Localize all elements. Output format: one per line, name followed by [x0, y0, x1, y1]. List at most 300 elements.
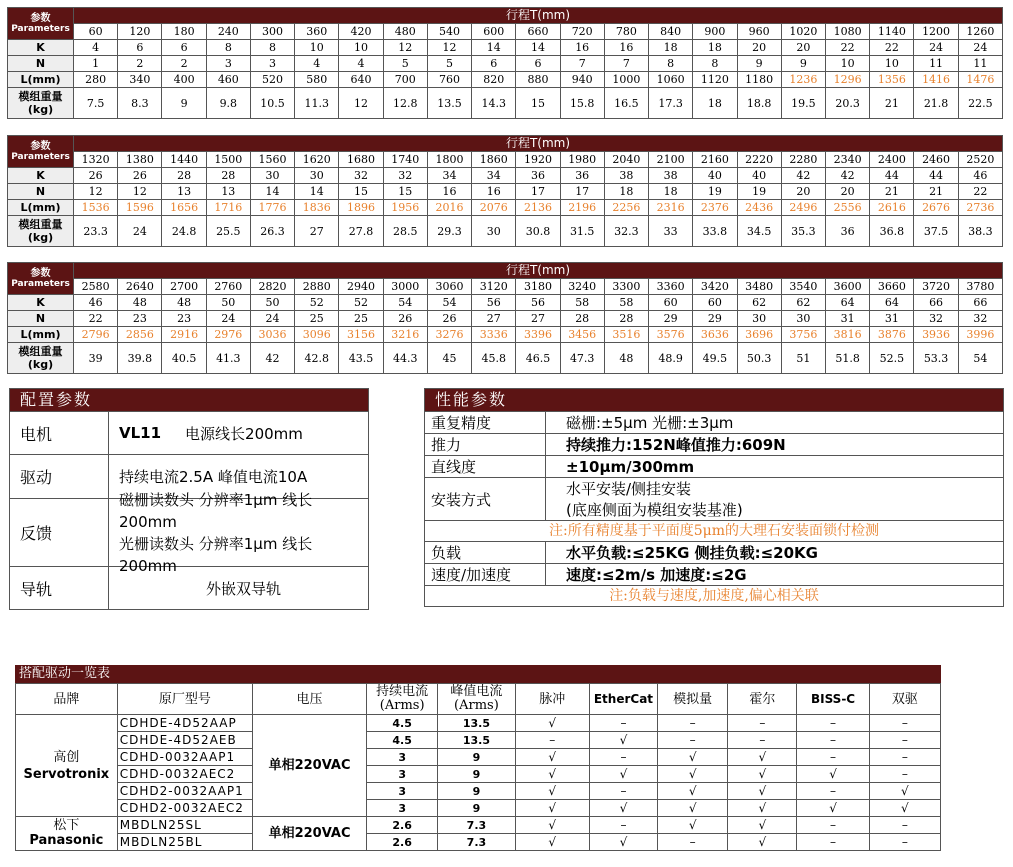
param-label-cn: 参数 — [30, 140, 51, 152]
driver-value: 持续电流2.5A 峰值电流10A — [119, 468, 308, 486]
travel-cell: 2760 — [206, 279, 250, 295]
mass-cell: 43.5 — [339, 343, 383, 374]
travel-cell: 1080 — [825, 24, 869, 40]
n-cell: 20 — [825, 184, 869, 200]
l-cell: 760 — [427, 72, 471, 88]
travel-label: 行程T(mm) — [74, 263, 1003, 279]
motor-cable: 电源线长200mm — [185, 424, 303, 443]
l-cell: 2136 — [516, 200, 560, 216]
support-flag-cell: √ — [728, 783, 797, 800]
mass-cell: 13.5 — [427, 88, 471, 119]
n-cell: 17 — [516, 184, 560, 200]
brand2-en: Panasonic — [29, 833, 104, 848]
support-flag-cell: – — [797, 817, 869, 834]
k-cell: 44 — [870, 168, 914, 184]
l-cell: 1120 — [693, 72, 737, 88]
cont-current-cell: 3 — [367, 800, 438, 817]
travel-cell: 1560 — [250, 152, 294, 168]
n-cell: 7 — [560, 56, 604, 72]
driver-list-title: 搭配驱动一览表 — [15, 665, 941, 683]
n-cell: 3 — [206, 56, 250, 72]
feedback-line-optical: 光栅读数头 分辨率1μm 线长200mm — [119, 534, 313, 575]
n-cell: 16 — [472, 184, 516, 200]
config-row-feedback — [10, 490, 368, 575]
support-flag-cell: – — [589, 749, 657, 766]
support-flag-cell: √ — [515, 783, 589, 800]
l-cell: 340 — [118, 72, 162, 88]
k-cell: 14 — [472, 40, 516, 56]
mass-cell: 35.3 — [781, 216, 825, 247]
model-cell: CDHDE-4D52AEB — [117, 732, 252, 749]
l-cell: 2376 — [693, 200, 737, 216]
n-cell: 11 — [914, 56, 958, 72]
n-cell: 8 — [649, 56, 693, 72]
load-value: 水平负载:≤25KG 侧挂负载:≤20KG — [566, 544, 818, 562]
driver-row — [16, 749, 941, 766]
support-flag-cell: √ — [869, 783, 940, 800]
mass-cell: 47.3 — [560, 343, 604, 374]
travel-cell: 3000 — [383, 279, 427, 295]
k-cell: 26 — [74, 168, 118, 184]
driver-row — [16, 817, 941, 834]
k-cell: 36 — [560, 168, 604, 184]
param-header — [8, 136, 74, 168]
support-flag-cell: – — [728, 732, 797, 749]
travel-cell: 1500 — [206, 152, 250, 168]
brand-panasonic — [16, 817, 118, 851]
row-label-k: K — [8, 40, 74, 56]
travel-cell: 3240 — [560, 279, 604, 295]
support-flag-cell: – — [797, 732, 869, 749]
n-cell: 20 — [781, 184, 825, 200]
mass-cell: 27.8 — [339, 216, 383, 247]
n-cell: 22 — [74, 311, 118, 327]
n-cell: 6 — [472, 56, 516, 72]
mass-cell: 15.8 — [560, 88, 604, 119]
k-cell: 52 — [339, 295, 383, 311]
l-cell: 640 — [339, 72, 383, 88]
travel-label: 行程T(mm) — [74, 8, 1003, 24]
l-cell: 1956 — [383, 200, 427, 216]
mass-cell: 12.8 — [383, 88, 427, 119]
speed-label: 速度/加速度 — [425, 564, 546, 585]
l-cell: 1836 — [295, 200, 339, 216]
l-cell: 1536 — [74, 200, 118, 216]
n-cell: 5 — [383, 56, 427, 72]
header-model: 原厂型号 — [117, 684, 252, 715]
driver-row — [16, 732, 941, 749]
k-cell: 44 — [914, 168, 958, 184]
l-cell: 700 — [383, 72, 427, 88]
driver-table — [15, 683, 941, 851]
mass-cell: 37.5 — [914, 216, 958, 247]
travel-cell: 1980 — [560, 152, 604, 168]
k-cell: 62 — [737, 295, 781, 311]
driver-row — [16, 800, 941, 817]
l-cell: 2016 — [427, 200, 471, 216]
l-cell: 3396 — [516, 327, 560, 343]
l-cell: 2616 — [870, 200, 914, 216]
travel-cell: 2400 — [870, 152, 914, 168]
l-cell: 2976 — [206, 327, 250, 343]
travel-cell: 1740 — [383, 152, 427, 168]
l-cell: 820 — [472, 72, 516, 88]
l-cell: 1060 — [649, 72, 693, 88]
support-flag-cell: – — [658, 834, 728, 851]
driver-label: 驱动 — [10, 455, 109, 498]
travel-cell: 2940 — [339, 279, 383, 295]
support-flag-cell: – — [869, 749, 940, 766]
n-cell: 23 — [118, 311, 162, 327]
l-cell: 3096 — [295, 327, 339, 343]
k-cell: 8 — [250, 40, 294, 56]
rail-label: 导轨 — [10, 567, 109, 609]
travel-cell: 2700 — [162, 279, 206, 295]
n-cell: 19 — [693, 184, 737, 200]
n-cell: 28 — [560, 311, 604, 327]
k-cell: 18 — [693, 40, 737, 56]
k-cell: 20 — [781, 40, 825, 56]
peak-current-cell: 9 — [438, 783, 515, 800]
l-cell: 1716 — [206, 200, 250, 216]
support-flag-cell: √ — [658, 766, 728, 783]
driver-row — [16, 715, 941, 732]
support-flag-cell: – — [797, 834, 869, 851]
travel-cell: 720 — [560, 24, 604, 40]
k-cell: 54 — [427, 295, 471, 311]
l-cell: 1000 — [604, 72, 648, 88]
support-flag-cell: √ — [515, 817, 589, 834]
n-cell: 23 — [162, 311, 206, 327]
mass-cell: 36.8 — [870, 216, 914, 247]
row-label-mass — [8, 88, 74, 119]
travel-cell: 660 — [516, 24, 560, 40]
l-cell: 2256 — [604, 200, 648, 216]
n-cell: 14 — [250, 184, 294, 200]
mass-label: 模组重量 — [18, 218, 63, 231]
l-cell: 1416 — [914, 72, 958, 88]
support-flag-cell: – — [589, 817, 657, 834]
travel-cell: 3420 — [693, 279, 737, 295]
k-cell: 30 — [250, 168, 294, 184]
mass-cell: 39 — [74, 343, 118, 374]
k-cell: 64 — [870, 295, 914, 311]
cont-current-cell: 4.5 — [367, 715, 438, 732]
mass-cell: 28.5 — [383, 216, 427, 247]
travel-cell: 1320 — [74, 152, 118, 168]
travel-cell: 2820 — [250, 279, 294, 295]
mass-cell: 24 — [118, 216, 162, 247]
support-flag-cell: √ — [869, 800, 940, 817]
support-flag-cell: – — [797, 783, 869, 800]
k-cell: 36 — [516, 168, 560, 184]
l-cell: 2676 — [914, 200, 958, 216]
k-cell: 32 — [339, 168, 383, 184]
brand-servotronix — [16, 715, 118, 817]
k-cell: 4 — [74, 40, 118, 56]
perf-row-mount — [425, 477, 1003, 520]
k-cell: 14 — [516, 40, 560, 56]
k-cell: 66 — [958, 295, 1002, 311]
brand1-cn: 高创 — [53, 749, 80, 765]
cont-current-cell: 3 — [367, 749, 438, 766]
perf-row-load — [425, 541, 1003, 563]
k-cell: 6 — [118, 40, 162, 56]
k-cell: 58 — [604, 295, 648, 311]
n-cell: 9 — [737, 56, 781, 72]
mass-cell: 52.5 — [870, 343, 914, 374]
l-cell: 2916 — [162, 327, 206, 343]
support-flag-cell: – — [869, 766, 940, 783]
n-cell: 32 — [914, 311, 958, 327]
travel-cell: 1020 — [781, 24, 825, 40]
row-label-l: L(mm) — [8, 72, 74, 88]
n-cell: 21 — [870, 184, 914, 200]
header-dual-drive: 双驱 — [869, 684, 940, 715]
driver-list — [15, 665, 941, 851]
l-cell: 1656 — [162, 200, 206, 216]
support-flag-cell: √ — [515, 834, 589, 851]
k-cell: 48 — [162, 295, 206, 311]
header-peak-current-label: 峰值电流 — [450, 684, 503, 699]
n-cell: 15 — [383, 184, 427, 200]
peak-current-cell: 9 — [438, 749, 515, 766]
straight-label: 直线度 — [425, 456, 546, 477]
header-peak-current-unit: (Arms) — [454, 698, 499, 713]
l-cell: 3516 — [604, 327, 648, 343]
support-flag-cell: – — [728, 715, 797, 732]
travel-cell: 1380 — [118, 152, 162, 168]
header-brand: 品牌 — [16, 684, 118, 715]
k-cell: 10 — [295, 40, 339, 56]
n-cell: 9 — [781, 56, 825, 72]
header-cont-current — [367, 684, 438, 715]
mass-cell: 10.5 — [250, 88, 294, 119]
mass-cell: 12 — [339, 88, 383, 119]
n-cell: 18 — [649, 184, 693, 200]
n-cell: 2 — [162, 56, 206, 72]
n-cell: 11 — [958, 56, 1002, 72]
n-cell: 18 — [604, 184, 648, 200]
travel-cell: 780 — [604, 24, 648, 40]
mount-value — [546, 478, 1003, 520]
l-cell: 2736 — [958, 200, 1002, 216]
n-cell: 17 — [560, 184, 604, 200]
mass-unit: (kg) — [27, 231, 54, 244]
mass-unit: (kg) — [27, 103, 54, 116]
param-label-en: Parameters — [11, 278, 70, 289]
mass-cell: 54 — [958, 343, 1002, 374]
row-label-n: N — [8, 56, 74, 72]
mass-cell: 31.5 — [560, 216, 604, 247]
travel-cell: 120 — [118, 24, 162, 40]
l-cell: 580 — [295, 72, 339, 88]
mass-cell: 36 — [825, 216, 869, 247]
support-flag-cell: – — [869, 834, 940, 851]
config-row-rail — [10, 566, 368, 609]
l-cell: 1236 — [781, 72, 825, 88]
mass-cell: 22.5 — [958, 88, 1002, 119]
k-cell: 16 — [560, 40, 604, 56]
mass-cell: 30.8 — [516, 216, 560, 247]
n-cell: 7 — [604, 56, 648, 72]
motor-label: 电机 — [10, 412, 109, 454]
k-cell: 42 — [825, 168, 869, 184]
travel-cell: 1440 — [162, 152, 206, 168]
k-cell: 50 — [250, 295, 294, 311]
l-cell: 3036 — [250, 327, 294, 343]
l-cell: 3696 — [737, 327, 781, 343]
mass-cell: 27 — [295, 216, 339, 247]
n-cell: 5 — [427, 56, 471, 72]
header-voltage: 电压 — [253, 684, 367, 715]
n-cell: 26 — [383, 311, 427, 327]
k-cell: 10 — [339, 40, 383, 56]
n-cell: 6 — [516, 56, 560, 72]
travel-cell: 3360 — [649, 279, 693, 295]
brand1-en: Servotronix — [23, 766, 110, 782]
support-flag-cell: – — [658, 715, 728, 732]
travel-cell: 1260 — [958, 24, 1002, 40]
mass-cell: 42 — [250, 343, 294, 374]
mass-cell: 15 — [516, 88, 560, 119]
n-cell: 19 — [737, 184, 781, 200]
k-cell: 18 — [649, 40, 693, 56]
travel-cell: 300 — [250, 24, 294, 40]
row-label-k: K — [8, 168, 74, 184]
l-cell: 2076 — [472, 200, 516, 216]
mass-cell: 33 — [649, 216, 693, 247]
support-flag-cell: – — [658, 732, 728, 749]
travel-label: 行程T(mm) — [74, 136, 1003, 152]
peak-current-cell: 13.5 — [438, 732, 515, 749]
mass-cell: 49.5 — [693, 343, 737, 374]
n-cell: 24 — [206, 311, 250, 327]
mass-cell: 34.5 — [737, 216, 781, 247]
speed-value: 速度:≤2m/s 加速度:≤2G — [566, 566, 747, 584]
k-cell: 28 — [206, 168, 250, 184]
config-row-motor — [10, 411, 368, 454]
n-cell: 30 — [737, 311, 781, 327]
mass-cell: 16.5 — [604, 88, 648, 119]
repeat-value: 磁栅:±5μm 光栅:±3μm — [566, 414, 734, 432]
mass-cell: 29.3 — [427, 216, 471, 247]
cont-current-cell: 2.6 — [367, 817, 438, 834]
mass-cell: 19.5 — [781, 88, 825, 119]
header-peak-current — [438, 684, 515, 715]
n-cell: 4 — [339, 56, 383, 72]
l-cell: 280 — [74, 72, 118, 88]
support-flag-cell: √ — [728, 749, 797, 766]
k-cell: 48 — [118, 295, 162, 311]
mass-cell: 48 — [604, 343, 648, 374]
n-cell: 12 — [74, 184, 118, 200]
force-label: 推力 — [425, 434, 546, 455]
travel-cell: 3600 — [825, 279, 869, 295]
row-label-n: N — [8, 311, 74, 327]
n-cell: 30 — [781, 311, 825, 327]
n-cell: 31 — [825, 311, 869, 327]
travel-cell: 240 — [206, 24, 250, 40]
n-cell: 10 — [825, 56, 869, 72]
mass-cell: 40.5 — [162, 343, 206, 374]
k-cell: 32 — [383, 168, 427, 184]
l-cell: 1896 — [339, 200, 383, 216]
support-flag-cell: – — [869, 732, 940, 749]
l-cell: 3156 — [339, 327, 383, 343]
k-cell: 12 — [427, 40, 471, 56]
l-cell: 1296 — [825, 72, 869, 88]
load-note: 注:负载与速度,加速度,偏心相关联 — [425, 585, 1003, 606]
k-cell: 54 — [383, 295, 427, 311]
k-cell: 42 — [781, 168, 825, 184]
travel-cell: 3540 — [781, 279, 825, 295]
row-label-k: K — [8, 295, 74, 311]
support-flag-cell: √ — [658, 783, 728, 800]
mass-cell: 21 — [870, 88, 914, 119]
row-label-n: N — [8, 184, 74, 200]
travel-cell: 960 — [737, 24, 781, 40]
mass-cell: 7.5 — [74, 88, 118, 119]
l-cell: 880 — [516, 72, 560, 88]
n-cell: 12 — [118, 184, 162, 200]
k-cell: 22 — [825, 40, 869, 56]
travel-cell: 840 — [649, 24, 693, 40]
k-cell: 34 — [427, 168, 471, 184]
travel-cell: 2520 — [958, 152, 1002, 168]
precision-note: 注:所有精度基于平面度5μm的大理石安装面锁付检测 — [425, 520, 1003, 541]
l-cell: 2556 — [825, 200, 869, 216]
n-cell: 3 — [250, 56, 294, 72]
row-label-l: L(mm) — [8, 200, 74, 216]
header-ethercat: EtherCat — [589, 684, 657, 715]
mass-cell: 14.3 — [472, 88, 516, 119]
travel-cell: 900 — [693, 24, 737, 40]
header-cont-current-label: 持续电流 — [376, 684, 429, 699]
support-flag-cell: √ — [728, 817, 797, 834]
travel-cell: 3780 — [958, 279, 1002, 295]
mass-cell: 18 — [693, 88, 737, 119]
n-cell: 24 — [250, 311, 294, 327]
driver-row — [16, 834, 941, 851]
header-cont-current-unit: (Arms) — [379, 698, 425, 713]
support-flag-cell: √ — [658, 800, 728, 817]
support-flag-cell: √ — [728, 800, 797, 817]
n-cell: 25 — [339, 311, 383, 327]
n-cell: 31 — [870, 311, 914, 327]
k-cell: 24 — [914, 40, 958, 56]
travel-cell: 3120 — [472, 279, 516, 295]
n-cell: 22 — [958, 184, 1002, 200]
mass-cell: 51 — [781, 343, 825, 374]
mass-cell: 32.3 — [604, 216, 648, 247]
mount-value-line1: 水平安装/侧挂安装 — [566, 480, 692, 498]
l-cell: 2196 — [560, 200, 604, 216]
k-cell: 28 — [162, 168, 206, 184]
travel-cell: 3060 — [427, 279, 471, 295]
k-cell: 40 — [693, 168, 737, 184]
l-cell: 3336 — [472, 327, 516, 343]
mass-cell: 18.8 — [737, 88, 781, 119]
support-flag-cell: – — [869, 715, 940, 732]
k-cell: 12 — [383, 40, 427, 56]
param-header — [8, 263, 74, 295]
travel-cell: 540 — [427, 24, 471, 40]
voltage-panasonic: 单相220VAC — [253, 817, 367, 851]
mass-cell: 8.3 — [118, 88, 162, 119]
mass-cell: 9 — [162, 88, 206, 119]
support-flag-cell: √ — [589, 766, 657, 783]
